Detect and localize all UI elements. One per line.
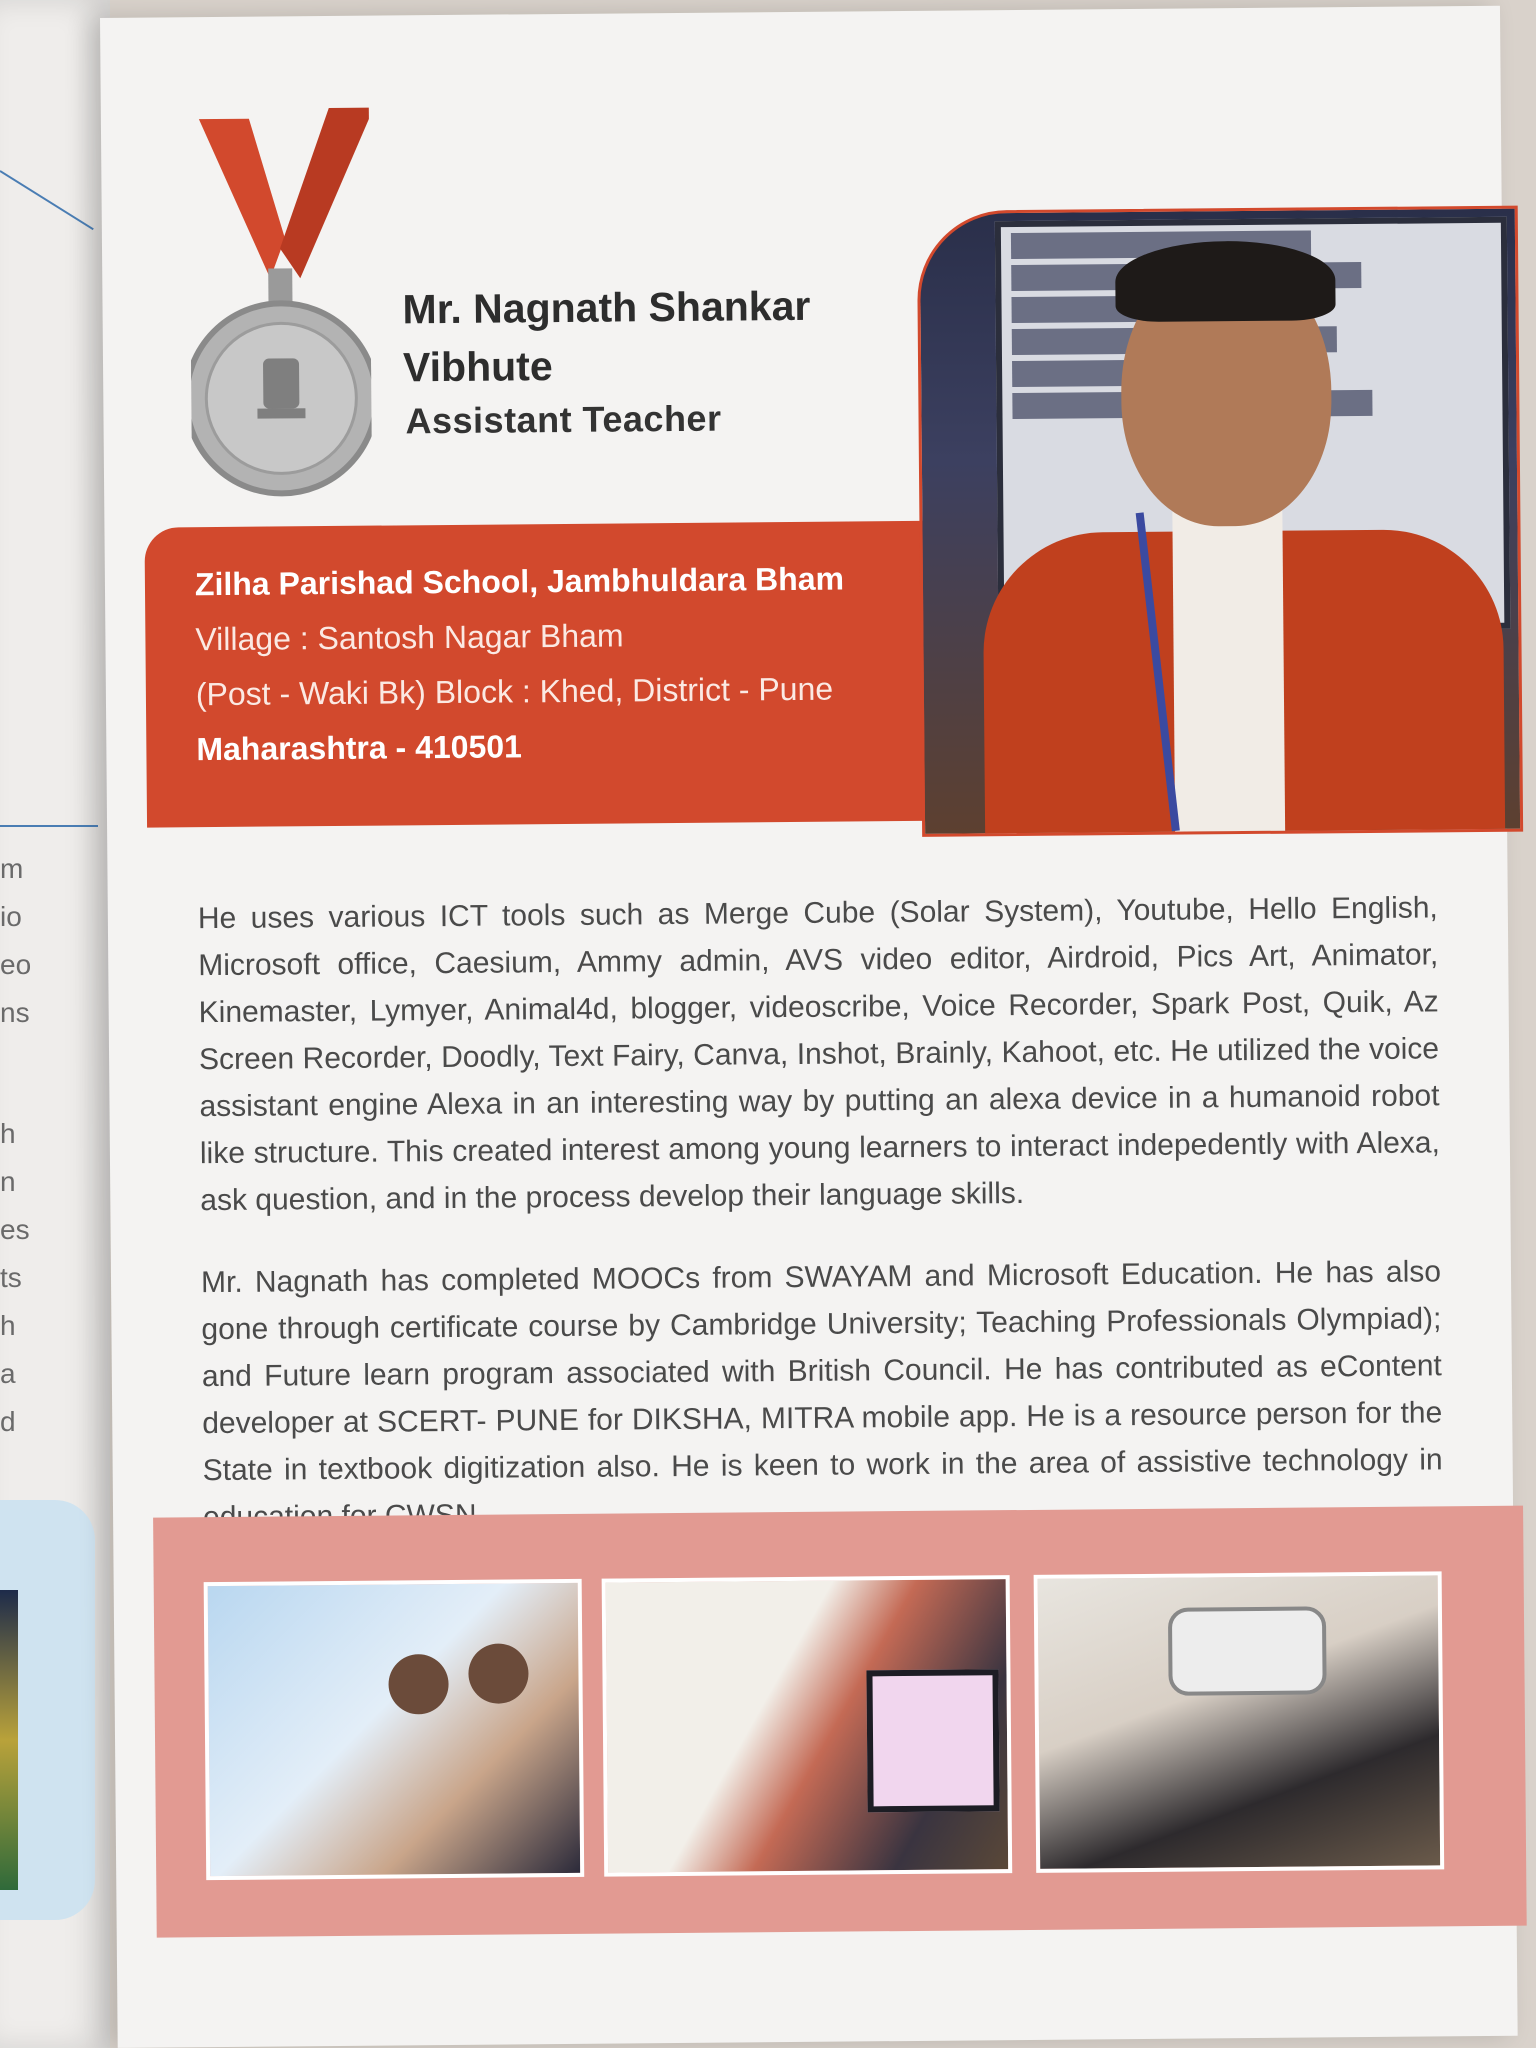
left-fragment: h: [0, 1310, 16, 1341]
block-district: (Post - Waki Bk) Block : Khed, District - Pune: [195, 670, 834, 713]
state-pincode: Maharashtra - 410501: [196, 728, 523, 768]
designation: Assistant Teacher: [405, 397, 722, 442]
left-page-divider: [0, 825, 98, 827]
left-page: [0, 0, 110, 2048]
left-fragment: d: [0, 1406, 16, 1437]
gallery-photo-computer: [602, 1575, 1013, 1877]
left-fragment: es: [0, 1214, 30, 1245]
name-line-2: Vibhute: [402, 343, 553, 391]
left-page-rule: [0, 170, 94, 230]
left-fragment: h: [0, 1118, 16, 1149]
profile-page: [100, 6, 1518, 2048]
left-fragment: eo: [0, 949, 32, 980]
village: Village : Santosh Nagar Bham: [195, 617, 624, 658]
photo-gallery: [153, 1506, 1527, 1938]
gallery-photo-smartboard: [204, 1579, 585, 1880]
left-fragment: n: [0, 1166, 16, 1197]
left-fragment: ns: [0, 997, 30, 1028]
left-fragment: ts: [0, 1262, 22, 1293]
paragraph-moocs: Mr. Nagnath has completed MOOCs from SWAYAM and Microsoft Education. He has also gone through certificate course by Cambridge University; Teaching Professionals Olympiad); and Future learn program associated with British Council. He has contributed as eContent developer at SCERT- PUNE for DIKSHA, MITRA mobile app. He is a resource person for the State in textbook digitization also. He is keen to work in the area of assistive technology in: [200, 1255, 1443, 1488]
teacher-shirt: [1172, 511, 1285, 837]
left-fragment: a: [0, 1358, 16, 1389]
teacher-photo: [917, 206, 1523, 837]
paragraph-ict-tools: He uses various ICT tools such as Merge Cube (Solar System), Youtube, Hello English, Microsoft office, Caesium, Ammy admin, AVS video editor, Airdroid, Pics Art, Animator, Kinemaster, Lymyer, Animal4d, blogger, videoscribe, Voice Recorder, Spark Post, Quik, Az Screen Recorder, Doodly, Text Fairy, Canva, Inshot, Brainly, Kahoot, etc. He utilized the voice assistant engine Alexa in an interesting way by putting an alexa device in a humanoid robot like structure. This created interest among young learners to interact indepedently with Alexa, ask question, and in the process develop their language skills.: [197, 891, 1441, 1218]
left-fragment: m: [0, 853, 24, 884]
address-block: [195, 550, 997, 777]
left-page-image: [0, 1590, 18, 1890]
teacher-hair: [1115, 240, 1336, 322]
teacher-name: [402, 276, 923, 397]
gallery-photo-vr-headset: [1034, 1571, 1445, 1873]
left-fragment: io: [0, 901, 22, 932]
name-line-1: Mr. Nagnath Shankar: [402, 282, 811, 333]
medal-icon: [189, 88, 373, 500]
school-name: Zilha Parishad School, Jambhuldara Bham: [194, 560, 845, 603]
